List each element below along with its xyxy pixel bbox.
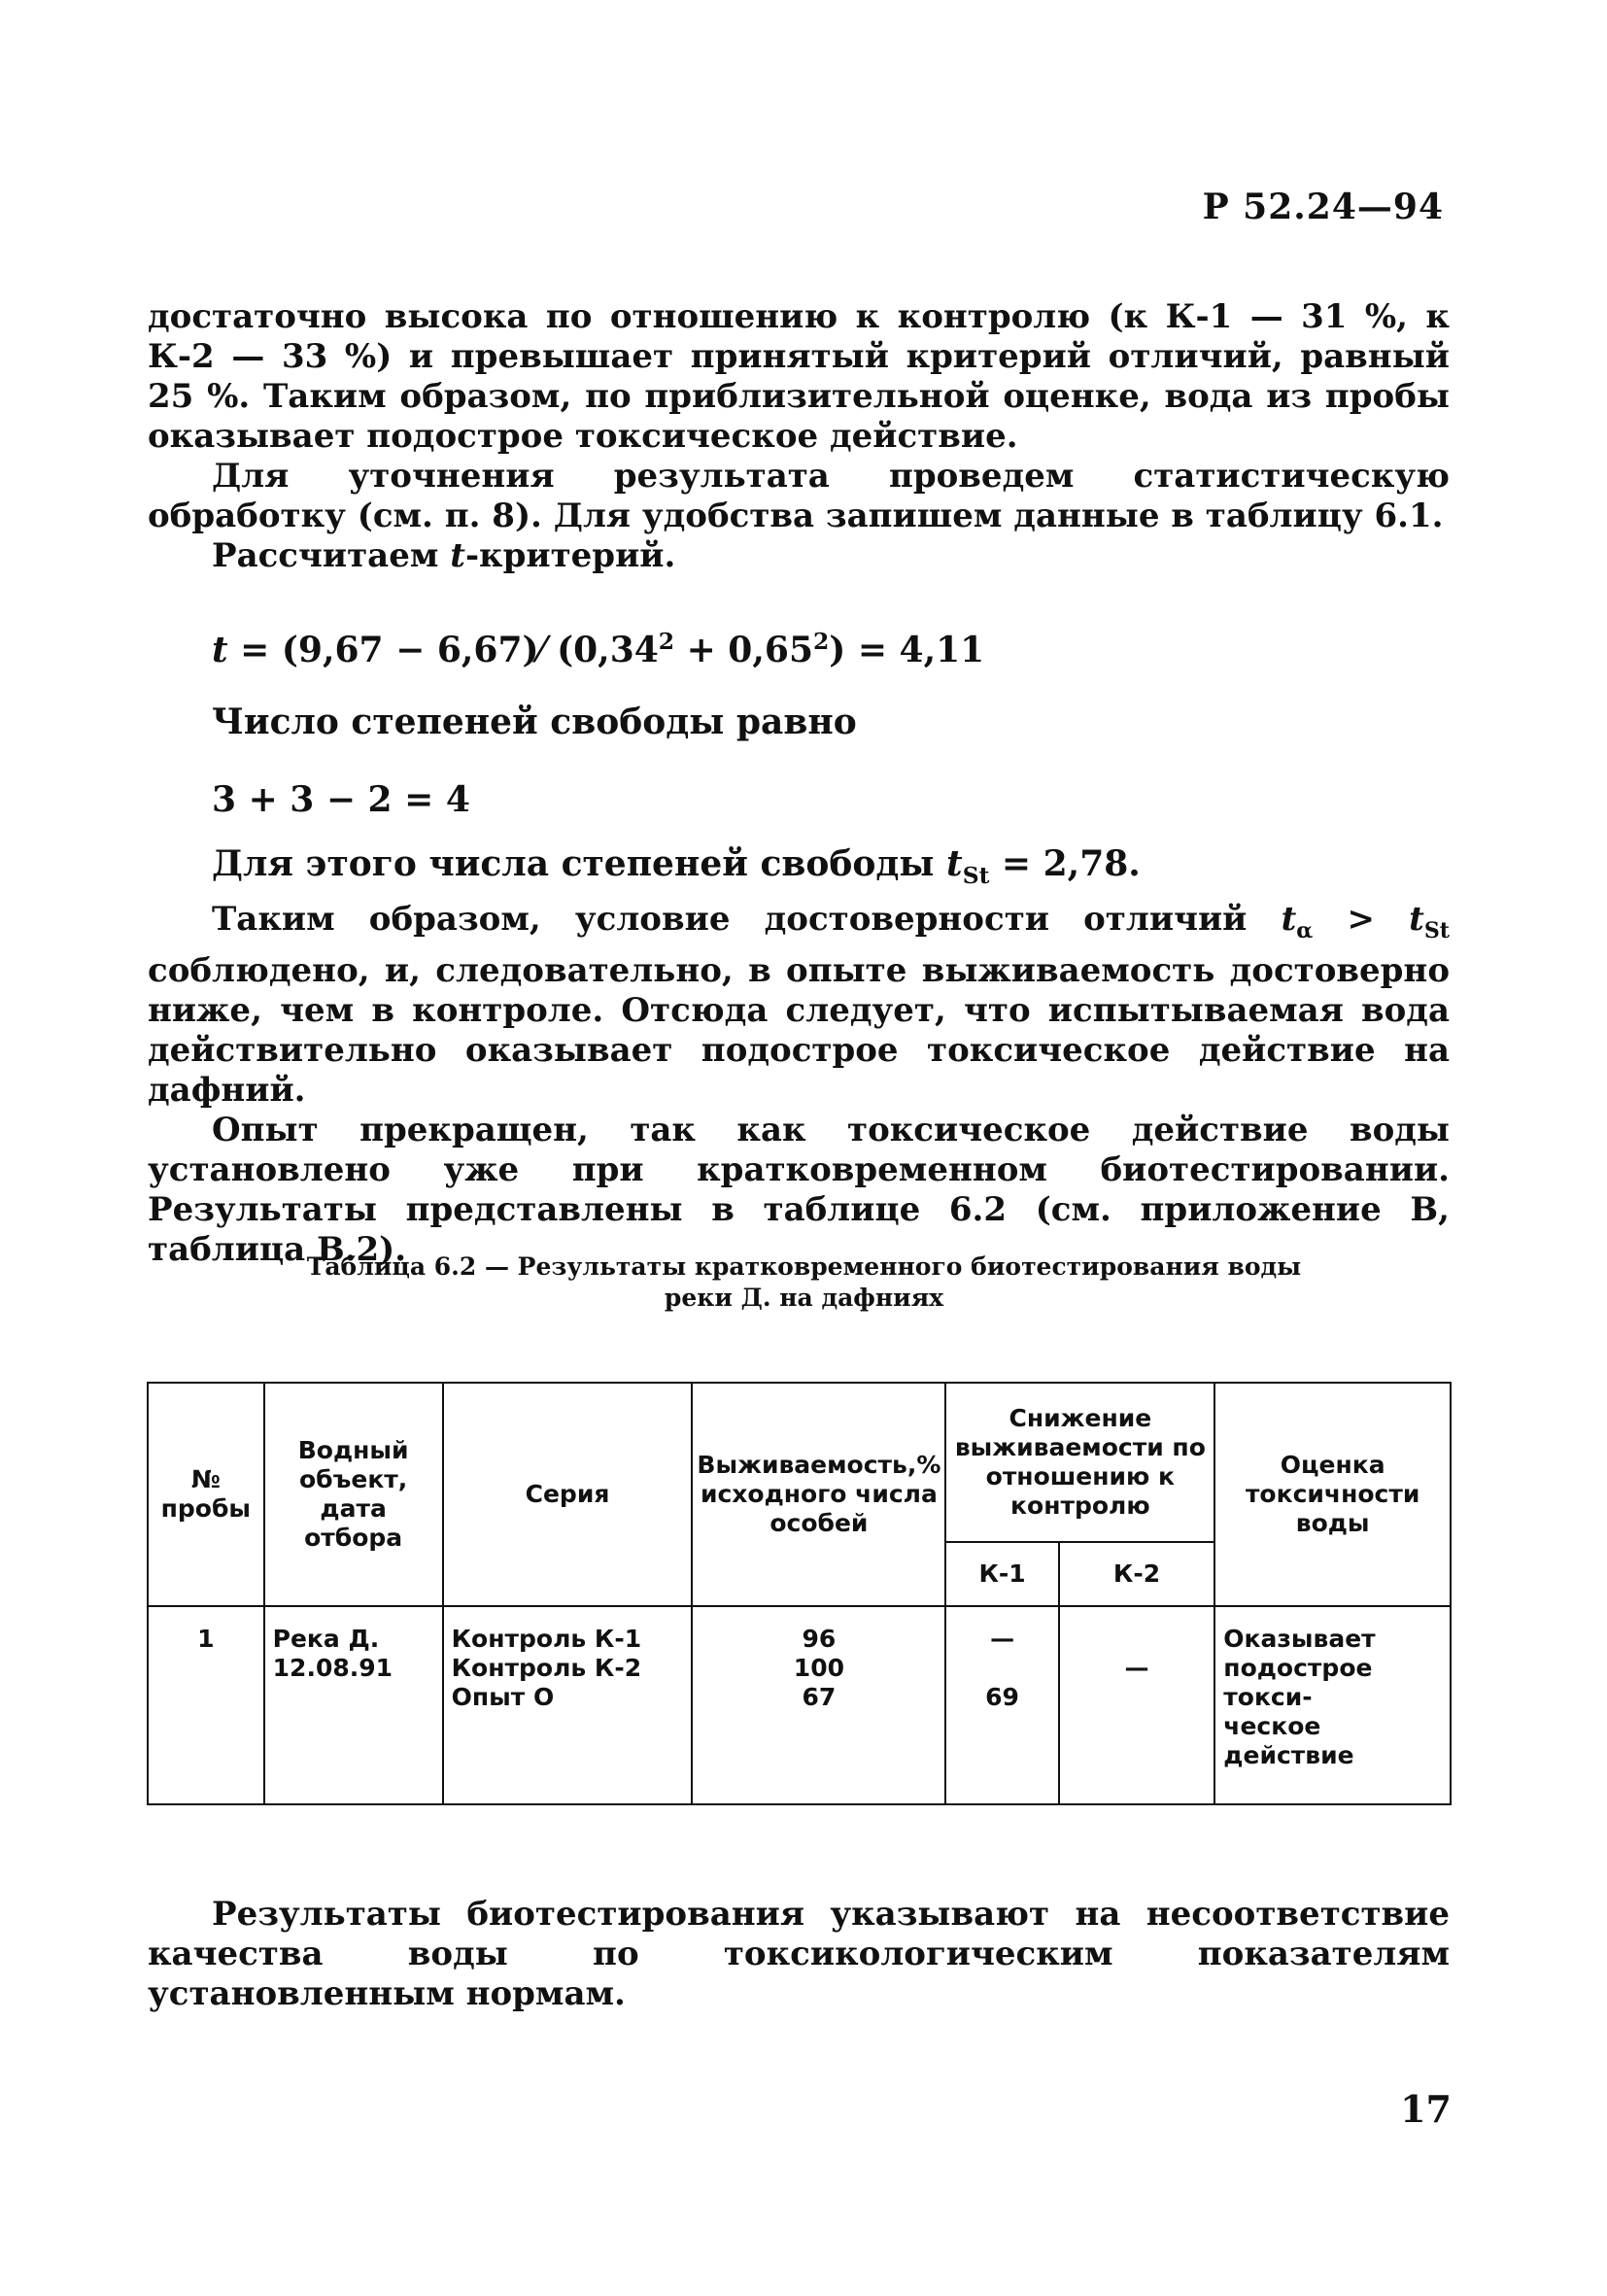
paragraph: достаточно высока по отношению к контролю (к К-1 — 31 %, к К-2 — 33 %) и превышает принятый критерий отличий, равный 25 %. Таким образом, по приблизительной оценке, вода из пробы оказывает подострое токсическое действие. <box>148 297 1450 456</box>
page-number: 17 <box>1400 2087 1452 2131</box>
header-survival: Выживаемость,% исходного числа особей <box>692 1383 945 1606</box>
caption-line: Таблица 6.2 — Результаты кратковременного биотестирования воды <box>306 1252 1302 1281</box>
survival-value: 96 <box>802 1625 837 1653</box>
object-name: Река Д. <box>272 1625 380 1653</box>
cell-k2 <box>1059 1606 1215 1804</box>
header-object: Водный объект, дата отбора <box>264 1383 443 1606</box>
text-run: Таким образом, условие достоверности отличий <box>212 900 1282 939</box>
table-row <box>148 1606 1451 1804</box>
table-caption <box>155 1251 1453 1314</box>
paragraph: Результаты биотестирования указывают на несоответствие качества воды по токсикологическим показателям установленным нормам. <box>148 1895 1450 2013</box>
paragraph: Для уточнения результата проведем статистическую обработку (см. п. 8). Для удобства запишем данные в таблицу 6.1. <box>148 457 1450 535</box>
k1-value: 69 <box>985 1683 1019 1711</box>
document-code: Р 52.24—94 <box>1202 187 1444 227</box>
survival-value: 67 <box>802 1683 837 1711</box>
tst-post: = 2,78. <box>989 843 1141 884</box>
header-decrease: Снижение выживаемости по отношению к контролю <box>945 1383 1214 1542</box>
header-k1: К-1 <box>945 1542 1058 1606</box>
t-variable: t <box>450 536 465 575</box>
intro-text <box>148 297 1450 576</box>
k2-value <box>1064 1683 1211 1712</box>
dof-label: Число степеней свободы равно <box>212 702 857 742</box>
t-st-line <box>212 843 1141 889</box>
paragraph <box>148 900 1450 1111</box>
assessment-line: действие <box>1223 1741 1354 1769</box>
object-date: 12.08.91 <box>272 1654 393 1682</box>
dof-expression: 3 + 3 − 2 = 4 <box>212 779 470 820</box>
header-series: Серия <box>443 1383 693 1606</box>
caption-line: реки Д. на дафниях <box>664 1284 944 1312</box>
cell-k1 <box>945 1606 1058 1804</box>
tst-sub: St <box>962 862 990 890</box>
k1-value: — <box>990 1625 1015 1653</box>
cell-object <box>264 1606 443 1804</box>
cell-survival <box>692 1606 945 1804</box>
series-item: Контроль К-2 <box>451 1654 642 1682</box>
formula-exp: 2 <box>813 628 830 655</box>
cell-num: 1 <box>148 1606 264 1804</box>
cell-assessment <box>1214 1606 1451 1804</box>
t-st-var: t <box>1409 900 1424 939</box>
series-item: Контроль К-1 <box>451 1625 642 1653</box>
k2-value: — <box>1124 1654 1149 1682</box>
survival-value: 100 <box>793 1654 844 1682</box>
paragraph: Опыт прекращен, так как токсическое действие воды установлено уже при кратковременном биотестировании. Результаты представлены в таблице 6.2 (см. приложение В, таблица В.2). <box>148 1110 1450 1269</box>
table-header-row <box>148 1383 1451 1542</box>
formula-part: = (9,67 − 6,67)⁄ (0,34 <box>227 630 659 670</box>
series-item: Опыт О <box>451 1683 555 1711</box>
k2-value <box>1064 1625 1211 1654</box>
assessment-line: ческое <box>1223 1712 1321 1740</box>
header-assessment: Оценка токсичности воды <box>1214 1383 1451 1606</box>
tst-pre: Для этого числа степеней свободы <box>212 843 947 884</box>
final-paragraph <box>148 1895 1450 2014</box>
alpha-sub: α <box>1296 917 1314 943</box>
calc-intro-pre: Рассчитаем <box>212 536 439 575</box>
tst-var: t <box>946 843 963 884</box>
formula-t: t <box>212 630 228 670</box>
conclusion-text <box>148 900 1450 1270</box>
assessment-line: подострое <box>1223 1654 1373 1682</box>
t-alpha-var: t <box>1281 900 1297 939</box>
k1-value <box>950 1654 1053 1683</box>
results-table <box>147 1382 1452 1805</box>
t-formula <box>212 628 984 670</box>
st-sub: St <box>1423 917 1450 943</box>
calc-intro-post: -критерий. <box>464 536 676 575</box>
formula-exp: 2 <box>658 628 675 655</box>
cell-series <box>443 1606 693 1804</box>
formula-part: + 0,65 <box>674 630 813 670</box>
assessment-line: Оказывает <box>1223 1625 1376 1653</box>
text-run: соблюдено, и, следовательно, в опыте выживаемость достоверно ниже, чем в контроле. Отсюда следует, что испытываемая вода действительно оказывает подострое токсическое действие на дафний. <box>148 950 1450 1110</box>
text-run: > <box>1313 900 1410 939</box>
assessment-line: токси- <box>1223 1683 1313 1711</box>
header-k2: К-2 <box>1059 1542 1215 1606</box>
calc-intro <box>148 536 1450 576</box>
formula-part: ) = 4,11 <box>829 630 985 670</box>
header-num: № пробы <box>148 1383 264 1606</box>
